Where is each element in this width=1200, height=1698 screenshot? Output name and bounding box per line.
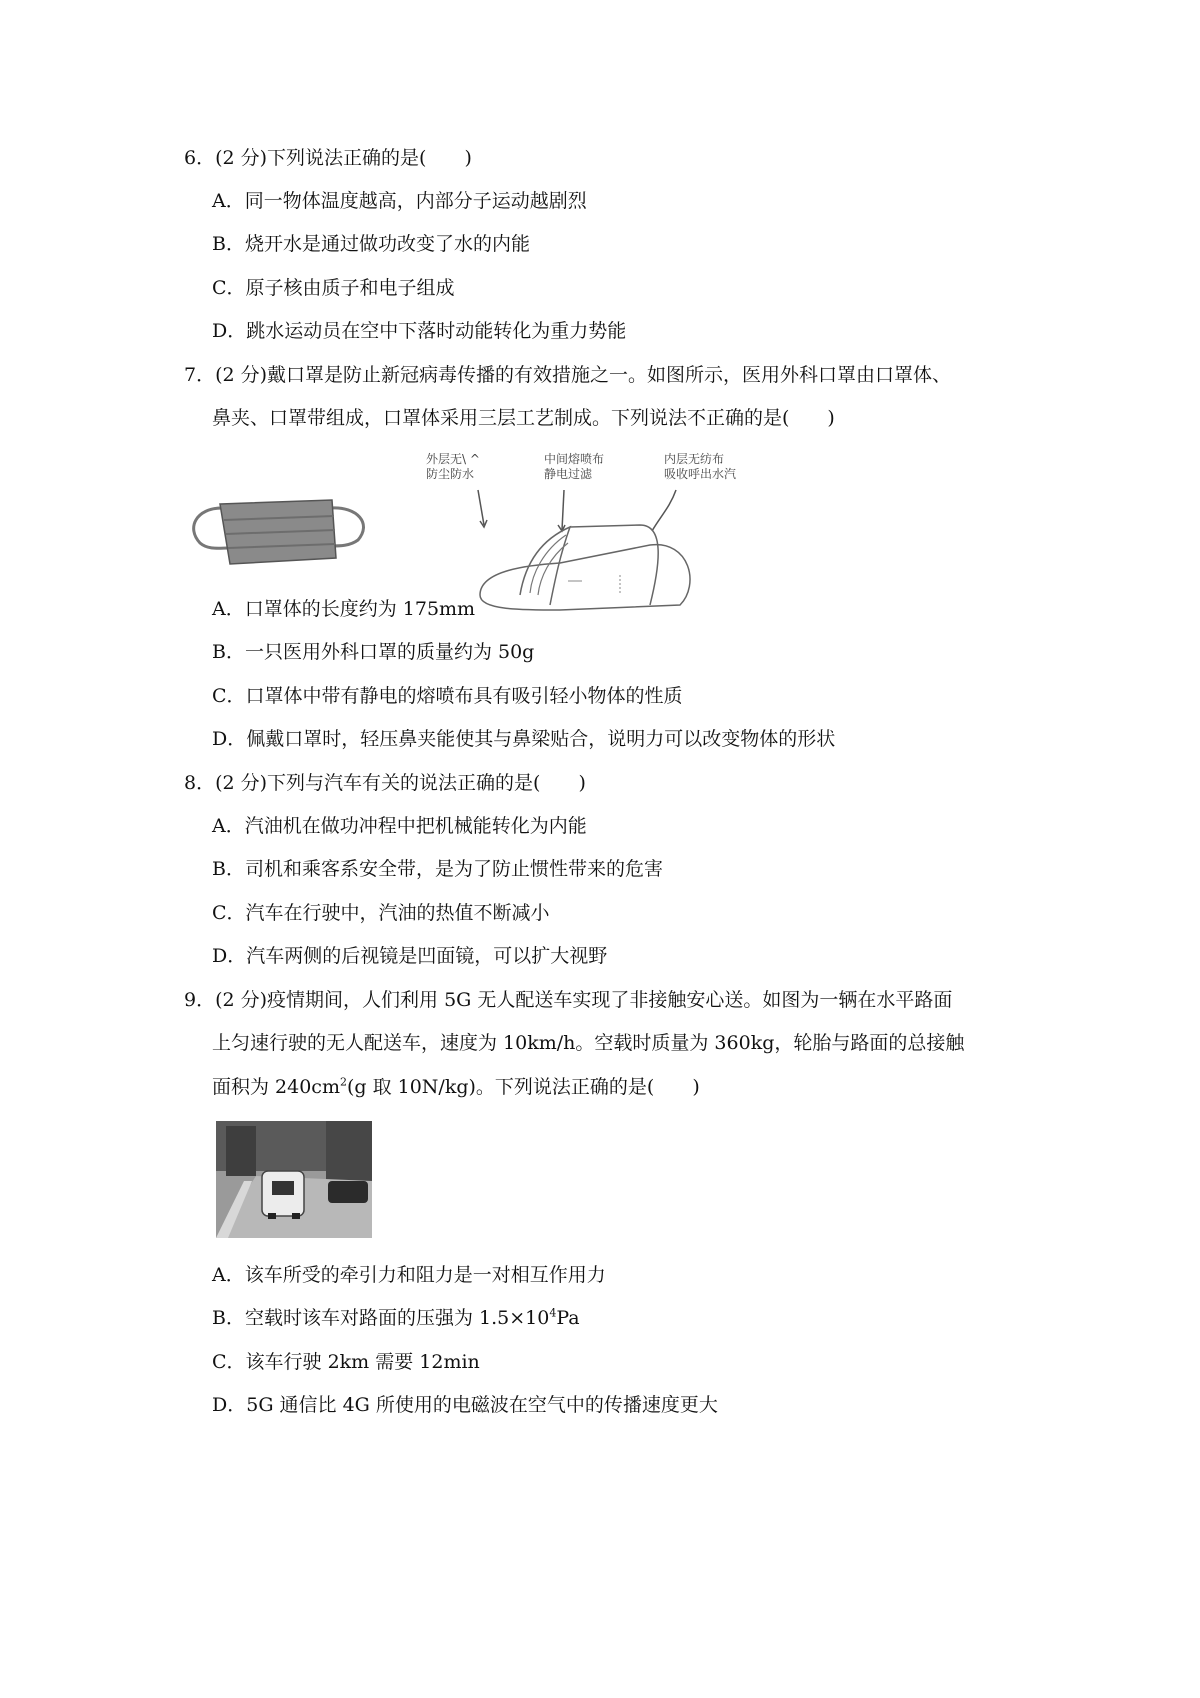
middle-layer-label: 中间熔喷布 静电过滤: [544, 452, 605, 481]
option-a: A．汽油机在做功冲程中把机械能转化为内能: [212, 815, 587, 837]
question-text-line1: (2 分)戴口罩是防止新冠病毒传播的有效措施之一。如图所示，医用外科口罩由口罩体、: [215, 364, 952, 386]
option-b: B．司机和乘客系安全带，是为了防止惯性带来的危害: [212, 858, 663, 880]
delivery-vehicle-photo: [216, 1121, 372, 1238]
question-number: 9．: [184, 989, 216, 1011]
option-b: B．烧开水是通过做功改变了水的内能: [212, 233, 530, 255]
option-a: A．同一物体温度越高，内部分子运动越剧烈: [212, 190, 587, 212]
question-8-stem: [184, 771, 586, 795]
question-9-stem-line2: 上匀速行驶的无人配送车，速度为 10km/h。空载时质量为 360kg，轮胎与路面的总接触: [212, 1032, 965, 1054]
mask-illustration: [190, 488, 390, 578]
option-c: C．原子核由质子和电子组成: [212, 277, 455, 299]
question-9-stem-line3: 面积为 $240cm^2(g$ 取 10N/kg)。下列说法正确的是( ): [212, 1075, 700, 1098]
option-c: C．汽车在行驶中，汽油的热值不断减小: [212, 902, 550, 924]
outer-layer-label: 外层无\ ^ 防尘防水: [426, 452, 480, 481]
question-9-stem: [184, 988, 952, 1012]
question-text: (2 分)下列与汽车有关的说法正确的是( ): [215, 772, 586, 794]
option-d: D．佩戴口罩时，轻压鼻夹能使其与鼻梁贴合，说明力可以改变物体的形状: [212, 728, 836, 750]
option-c: C．该车行驶 2km 需要 12min: [212, 1351, 480, 1373]
question-6-stem: [184, 146, 472, 170]
question-text: (2 分)下列说法正确的是( ): [215, 147, 472, 169]
question-7-stem: [184, 363, 951, 387]
question-text-line1: (2 分)疫情期间，人们利用 5G 无人配送车实现了非接触安心送。如图为一辆在水平路面: [215, 989, 953, 1011]
option-d: D．跳水运动员在空中下落时动能转化为重力势能: [212, 320, 627, 342]
inner-layer-label: 内层无纺布 吸收呼出水汽: [664, 452, 737, 481]
option-b: B．一只医用外科口罩的质量约为 50g: [212, 641, 535, 663]
option-d: D．5G 通信比 4G 所使用的电磁波在空气中的传播速度更大: [212, 1394, 718, 1416]
layer-sketch: [470, 485, 760, 625]
option-a: A．口罩体的长度约为 175mm: [212, 598, 476, 620]
option-c: C．口罩体中带有静电的熔喷布具有吸引轻小物体的性质: [212, 685, 683, 707]
inner-arrow: [652, 490, 676, 531]
question-7-stem-line2: 鼻夹、口罩带组成，口罩体采用三层工艺制成。下列说法不正确的是( ): [212, 407, 835, 429]
outer-arrow: [478, 490, 484, 525]
question-number: 8．: [184, 772, 216, 794]
option-a: A．该车所受的牵引力和阻力是一对相互作用力: [212, 1264, 606, 1286]
option-b: B．空载时该车对路面的压强为 $1.5\times 10^4Pa$: [212, 1306, 580, 1329]
question-number: 7．: [184, 364, 216, 386]
question-number: 6．: [184, 147, 216, 169]
middle-arrow: [562, 490, 564, 530]
option-d: D．汽车两侧的后视镜是凹面镜，可以扩大视野: [212, 945, 608, 967]
